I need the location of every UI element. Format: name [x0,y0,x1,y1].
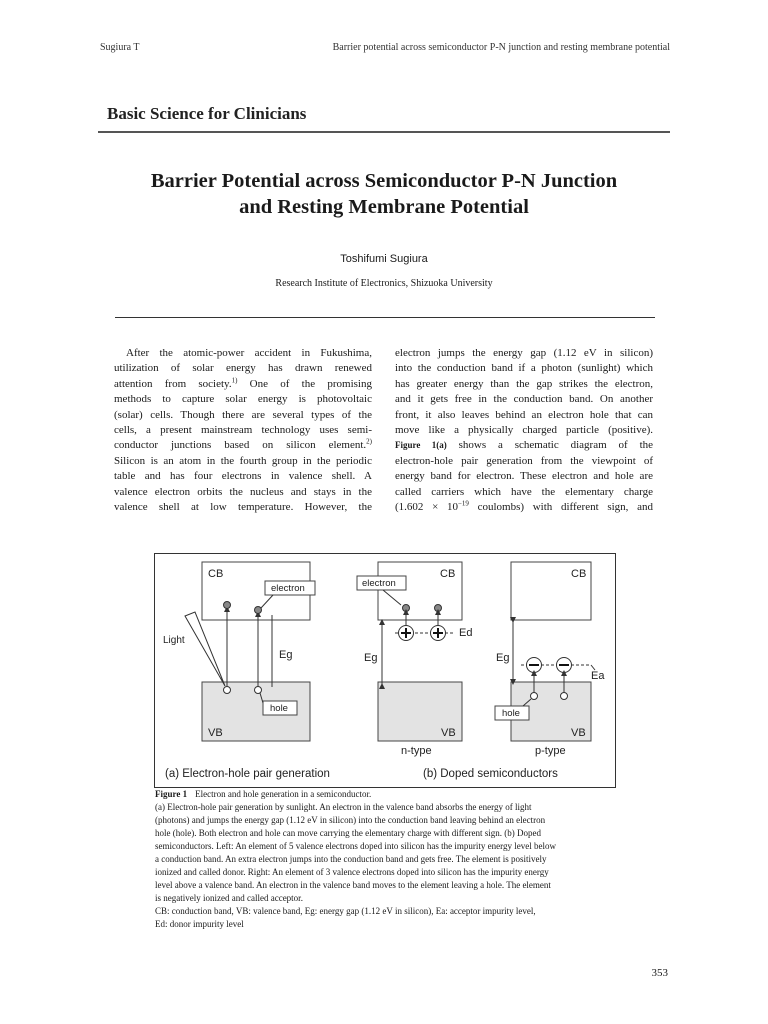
ed-label: Ed [459,627,473,639]
body-line: methods to capture solar energy is photovoltaic [114,393,372,406]
hole-label: hole [502,708,520,719]
body-text: One of the promising [237,377,372,390]
title-line-2: and Resting Membrane Potential [239,196,529,218]
caption-line: (a) Electron-hole pair generation by sunlight. An electron in the valence band absorbs the energy of light [155,802,532,812]
body-line: front, it also leaves behind an electron hole that can [395,408,653,421]
body-text: shows a schematic diagram of the [446,439,654,452]
running-header-author: Sugiura T [100,42,140,53]
title-line-1: Barrier Potential across Semiconductor P-N Junction [150,170,618,192]
body-line: into the conduction band if a photon (sunlight) which [395,362,653,375]
n-type-label: n-type [401,745,432,757]
body-line: After the atomic-power accident in Fukushima, [126,347,372,359]
body-line [114,438,372,453]
eg-label: Eg [279,649,293,661]
caption-line: is negatively ionized and called acceptor. [155,893,303,903]
citation-ref: 1) [231,376,238,385]
caption-heading [155,788,615,801]
caption-line: level above a valence band. An electron in the valence band moves to the element leaving a hole. The element [155,880,551,890]
body-column-left [114,346,372,515]
running-header-title: Barrier potential across semiconductor P-N junction and resting membrane potential [332,42,670,53]
body-text: conductor junctions based on silicon element. [114,439,367,452]
author-affiliation: Research Institute of Electronics, Shizuoka University [275,278,493,289]
figure-1 [154,553,616,788]
caption-title: Electron and hole generation in a semiconductor. [195,789,372,799]
figure-reference: Figure 1(a) [395,440,447,451]
caption-line: CB: conduction band, VB: valence band, Eg: energy gap (1.12 eV in silicon), Ea: acceptor impurity level, [155,906,536,916]
cb-label: CB [440,568,456,580]
body-line [395,438,653,453]
panel-a-label: (a) Electron-hole pair generation [165,768,330,780]
ea-label: Ea [591,670,605,682]
body-line: Silicon is an atom in the fourth group in the periodic [114,454,372,467]
electron-dot [435,605,442,612]
electron-label: electron [271,583,305,594]
vb-label: VB [208,727,223,739]
body-text: attention from society. [114,377,232,390]
caption-line: a conduction band. An extra electron jumps into the conduction band and gets free. The element is positively [155,854,547,864]
body-line: (solar) cells. Though there are several types of the [114,408,372,421]
hole-dot [224,687,231,694]
section-divider [98,131,670,133]
caption-line: Ed: donor impurity level [155,919,244,929]
body-line [395,500,653,515]
eg-label: Eg [496,652,510,664]
body-line: table and has four electrons in valence shell. A [114,470,372,483]
caption-line: semiconductors. Left: An element of 5 valence electrons doped into silicon has the impurity energy level below [155,841,556,851]
caption-figure-number: Figure 1 [155,789,188,799]
body-line: valence shell at low temperature. However, the [114,501,372,514]
page-number: 353 [651,967,668,979]
body-line: energy band for electron. These electron and hole are [395,470,653,483]
body-line: valence electron orbits the nucleus and stays in the [114,485,372,498]
eg-label: Eg [364,652,378,664]
caption-line: ionized and called donor. Right: An element of 3 valence electrons doped into silicon has the impurity energy [155,867,549,877]
light-label: Light [163,635,185,646]
figure-caption [155,788,615,931]
electron-dot [403,605,410,612]
vb-label: VB [571,727,586,739]
body-text: (1.602 × 10 [395,501,458,514]
title-divider [115,317,655,318]
hole-dot [561,693,568,700]
hole-label: hole [270,703,288,714]
body-column-right [395,346,653,515]
vb-label: VB [441,727,456,739]
hole-dot [255,687,262,694]
body-line: electron jumps the energy gap (1.12 eV in silicon) [395,347,653,359]
hole-dot [531,693,538,700]
body-line: electron-hole pair generation from the viewpoint of [395,454,653,467]
electron-dot [224,602,231,609]
electron-label: electron [362,578,396,589]
light-beam-icon [185,612,225,686]
cb-label: CB [571,568,587,580]
caption-line: hole (hole). Both electron and hole can move carrying the elementary charge with different sign. (b) Doped [155,828,542,838]
body-line: utilization of solar energy has drawn renewed [114,362,372,375]
body-line: and it gets free in the conduction band. On another [395,393,653,406]
citation-ref: 2) [366,437,372,446]
electron-dot [255,607,262,614]
cb-label: CB [208,568,224,580]
body-line [114,377,372,392]
body-line: has greater energy than the gap strikes the electron, [395,377,653,390]
body-line: called carriers which have the elementary charge [395,485,653,498]
p-type-label: p-type [535,745,566,757]
body-line: cells, a present mainstream technology uses semi- [114,424,372,437]
body-line: move like a physically charged particle (positive). [395,424,653,437]
caption-line: (photons) and jumps the energy gap (1.12 eV in silicon) into the conduction band leaving behind an electron [155,815,546,825]
body-text: coulombs) with different sign, and [468,501,653,514]
article-title [84,168,684,220]
band-diagram [155,554,615,787]
section-heading: Basic Science for Clinicians [107,104,307,123]
panel-b-label: (b) Doped semiconductors [423,768,558,780]
exponent: −19 [457,499,469,508]
author-name: Toshifumi Sugiura [340,253,428,265]
